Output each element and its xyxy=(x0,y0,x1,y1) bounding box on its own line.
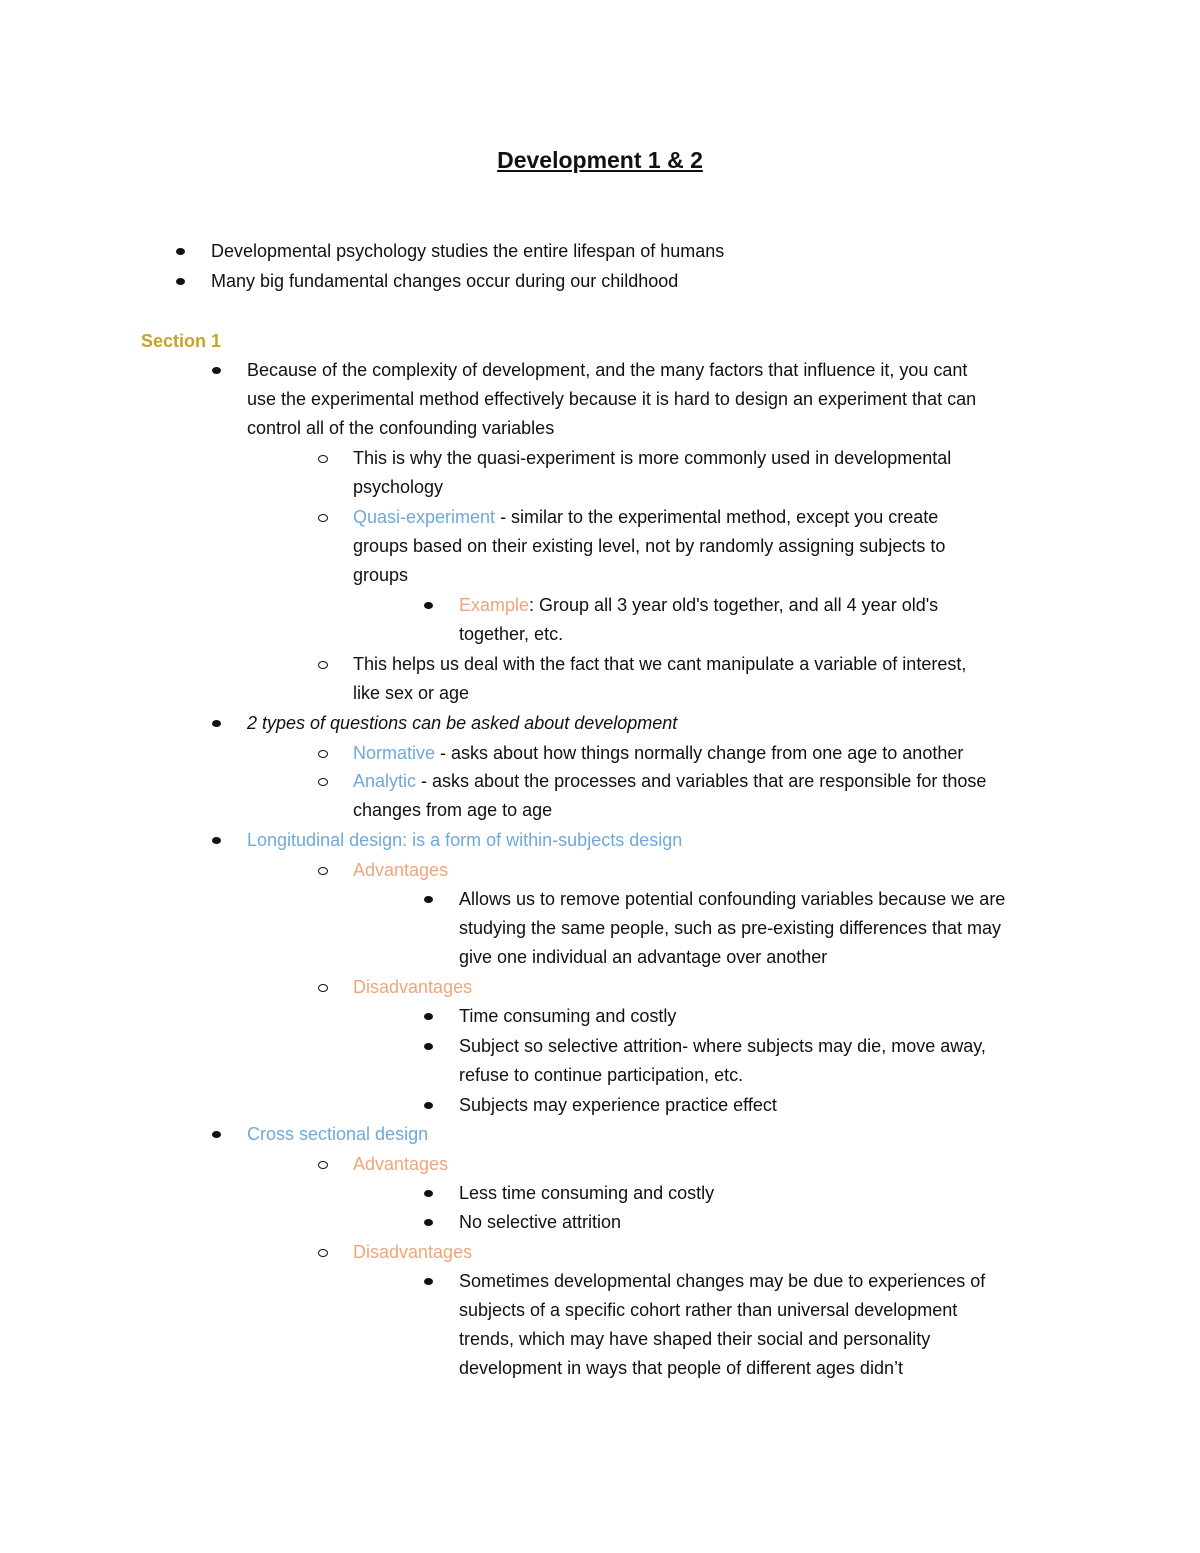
bullet-dot xyxy=(212,720,221,727)
longitudinal-adv-line-1: Allows us to remove potential confounding variables because we are xyxy=(459,889,1006,909)
sub-bullet-circle xyxy=(318,984,328,992)
bullet-dot xyxy=(424,1013,433,1020)
quasi-definition-line-1 xyxy=(353,503,938,532)
complexity-line-2: use the experimental method effectively because it is hard to design an experiment that can xyxy=(247,389,977,409)
longitudinal-adv-line-2: studying the same people, such as pre-existing differences that may xyxy=(459,918,1001,938)
sub-bullet-circle xyxy=(318,778,328,786)
bullet-dot xyxy=(176,278,185,285)
cross-dis-line-2: subjects of a specific cohort rather than universal development xyxy=(459,1300,958,1320)
longitudinal-dis-3: Subjects may experience practice effect xyxy=(459,1095,777,1115)
sub-bullet-circle xyxy=(318,750,328,758)
longitudinal-dis-1: Time consuming and costly xyxy=(459,1006,677,1026)
analytic-text: - asks about the processes and variables that are responsible for those xyxy=(416,771,987,791)
example-term: Example xyxy=(459,595,530,615)
example-text: : Group all 3 year old's together, and all 4 year old's xyxy=(529,595,939,615)
sub-bullet-circle xyxy=(318,661,328,669)
analytic-line-1 xyxy=(353,767,986,796)
sub-bullet-circle xyxy=(318,867,328,875)
quasi-why-line-2: psychology xyxy=(353,477,444,497)
cross-adv-2: No selective attrition xyxy=(459,1212,622,1232)
longitudinal-disadvantages-label: Disadvantages xyxy=(353,977,473,997)
section-heading: Section 1 xyxy=(141,331,222,351)
cross-adv-1: Less time consuming and costly xyxy=(459,1183,715,1203)
quasi-definition-line-2: groups based on their existing level, not by randomly assigning subjects to xyxy=(353,536,946,556)
normative-term: Normative xyxy=(353,743,436,763)
cross-sectional-heading: Cross sectional design xyxy=(247,1124,429,1144)
cross-dis-line-4: development in ways that people of different ages didn’t xyxy=(459,1358,903,1378)
complexity-line-1: Because of the complexity of development, and the many factors that influence it, you cant xyxy=(247,360,968,380)
complexity-line-3: control all of the confounding variables xyxy=(247,418,555,438)
bullet-dot xyxy=(424,896,433,903)
example-line-1 xyxy=(459,591,938,620)
sub-bullet-circle xyxy=(318,455,328,463)
sub-bullet-circle xyxy=(318,1249,328,1257)
bullet-dot xyxy=(424,1278,433,1285)
quasi-why-line-1: This is why the quasi-experiment is more commonly used in developmental xyxy=(353,448,952,468)
intro-item-1: Developmental psychology studies the entire lifespan of humans xyxy=(211,241,725,261)
bullet-dot xyxy=(424,1190,433,1197)
helps-line-1: This helps us deal with the fact that we cant manipulate a variable of interest, xyxy=(353,654,967,674)
longitudinal-dis-2-line-1: Subject so selective attrition- where subjects may die, move away, xyxy=(459,1036,986,1056)
bullet-dot xyxy=(176,248,185,255)
cross-dis-line-3: trends, which may have shaped their social and personality xyxy=(459,1329,931,1349)
analytic-term: Analytic xyxy=(353,771,417,791)
sub-bullet-circle xyxy=(318,1161,328,1169)
document-title: Development 1 & 2 xyxy=(497,147,703,173)
cross-disadvantages-label: Disadvantages xyxy=(353,1242,473,1262)
normative-line xyxy=(353,739,963,768)
longitudinal-heading: Longitudinal design: is a form of within-subjects design xyxy=(247,830,683,850)
cross-advantages-label: Advantages xyxy=(353,1154,449,1174)
bullet-dot xyxy=(212,837,221,844)
bullet-dot xyxy=(212,1131,221,1138)
bullet-dot xyxy=(424,1043,433,1050)
helps-line-2: like sex or age xyxy=(353,683,470,703)
bullet-dot xyxy=(212,367,221,374)
questions-heading: 2 types of questions can be asked about development xyxy=(247,713,678,733)
normative-text: - asks about how things normally change from one age to another xyxy=(435,743,964,763)
longitudinal-dis-2-line-2: refuse to continue participation, etc. xyxy=(459,1065,744,1085)
intro-item-2: Many big fundamental changes occur during our childhood xyxy=(211,271,679,291)
analytic-line-2: changes from age to age xyxy=(353,800,553,820)
bullet-dot xyxy=(424,1219,433,1226)
quasi-definition-line-3: groups xyxy=(353,565,409,585)
cross-dis-line-1: Sometimes developmental changes may be due to experiences of xyxy=(459,1271,986,1291)
example-line-2: together, etc. xyxy=(459,624,564,644)
bullet-dot xyxy=(424,602,433,609)
sub-bullet-circle xyxy=(318,514,328,522)
quasi-experiment-term: Quasi-experiment xyxy=(353,507,496,527)
bullet-dot xyxy=(424,1102,433,1109)
longitudinal-advantages-label: Advantages xyxy=(353,860,449,880)
quasi-definition-text: - similar to the experimental method, except you create xyxy=(495,507,939,527)
longitudinal-adv-line-3: give one individual an advantage over another xyxy=(459,947,828,967)
